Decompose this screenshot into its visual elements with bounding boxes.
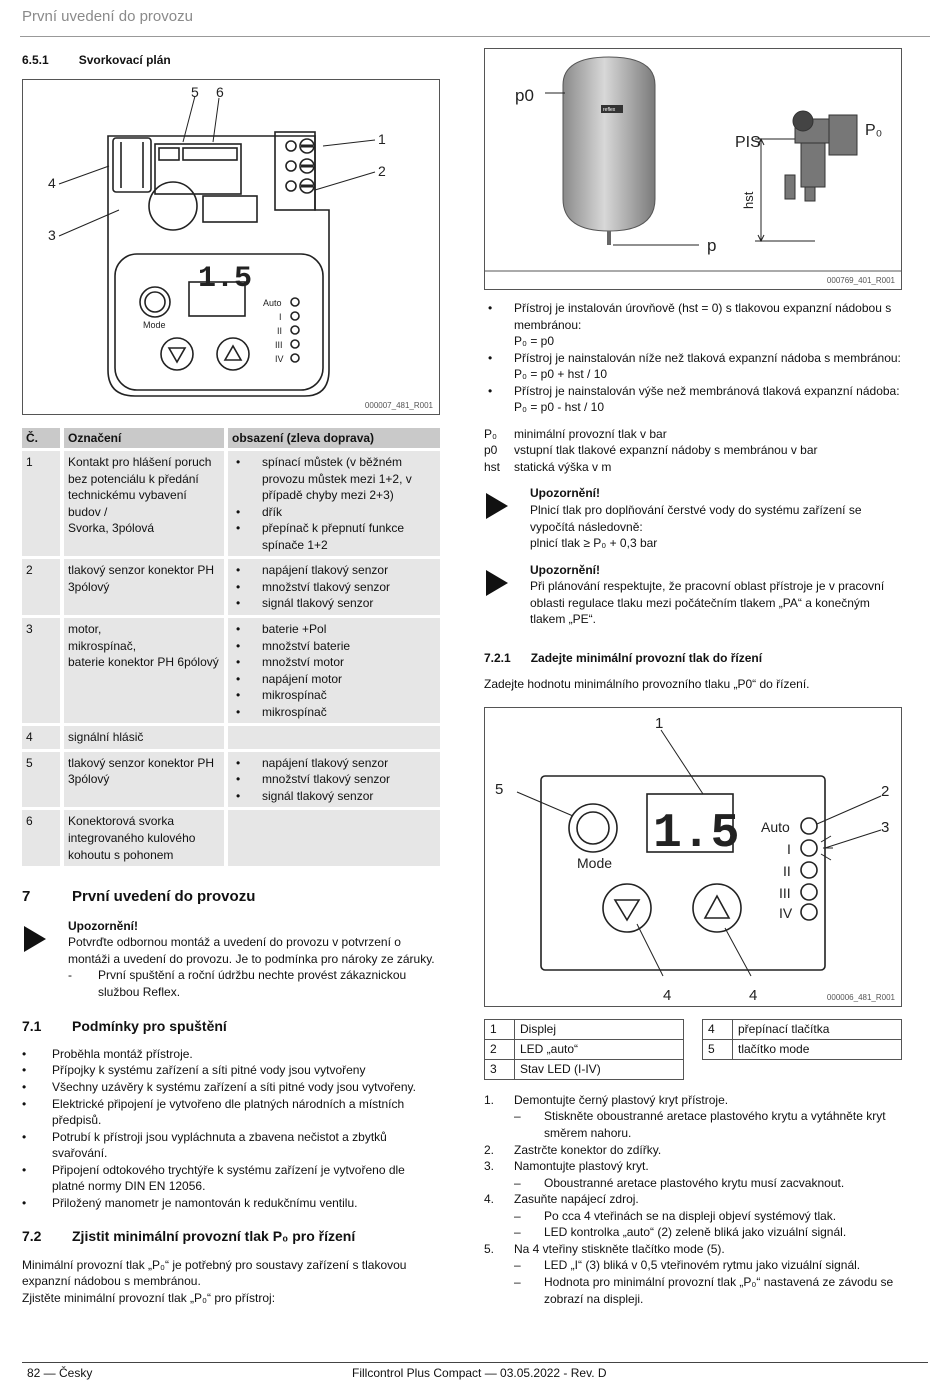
step-number: 2.: [484, 1142, 495, 1157]
left-column: [22, 52, 440, 1306]
callout-5: 5: [495, 780, 504, 798]
list-item: • Připojení odtokového trychtýře k systému zařízení je vytvořeno dle platné normy DIN EN 12056.: [22, 1162, 440, 1195]
section-number: 7: [22, 888, 31, 906]
legend-row: [703, 1019, 902, 1039]
led-label-iv: IV: [779, 904, 793, 921]
def-key: hst: [484, 459, 501, 474]
case-formula: P₀ = p0 - hst / 10: [514, 400, 605, 415]
list-item: • Všechny uzávěry k systému zařízení a síti pitné vody jsou vytvořeny.: [22, 1079, 440, 1096]
step-number: 1.: [484, 1092, 495, 1107]
note-text: Při plánování respektujte, že pracovní oblast přístroje je v pracovní oblasti regulace tlaku mezi počátečním tlakem „PA“ a konečným tlakem „PE“.: [530, 579, 885, 627]
name-line: tlakový senzor konektor PH 3pólový: [68, 755, 215, 787]
list-item: • Elektrické připojení je vytvořeno dle platných národních a místních předpisů.: [22, 1096, 440, 1129]
assignment-item: • signál tlakový senzor: [232, 595, 436, 612]
step-item: [484, 1191, 902, 1241]
callout-4a: 4: [663, 986, 672, 1004]
warning-note: [22, 918, 440, 1001]
section-7-heading: [22, 887, 440, 908]
step-text: Demontujte černý plastový kryt přístroje.: [514, 1092, 729, 1107]
terminal-plan-drawing: [23, 80, 439, 414]
section-number: 7.2: [22, 1228, 42, 1245]
section-title: Svorkovací plán: [78, 53, 171, 67]
assignment-item: • množství tlakový senzor: [232, 771, 436, 788]
def-value: minimální provozní tlak v bar: [514, 426, 667, 441]
callout-3: 3: [881, 818, 890, 836]
note-text: Plnicí tlak pro doplňování čerstvé vody do systému zařízení se vypočítá následovně:: [530, 503, 862, 534]
assignment-item: • dřík: [232, 504, 436, 521]
case-formula: P₀ = p0 + hst / 10: [514, 367, 608, 382]
assignment-item: • mikrospínač: [232, 704, 436, 721]
case-item: [484, 350, 902, 383]
display-readout: 1.5: [198, 261, 253, 296]
startup-conditions-list: [22, 1046, 440, 1211]
led-label-i: I: [279, 311, 282, 322]
row-number: 4: [22, 726, 60, 749]
panel-legend: [484, 1019, 902, 1080]
case-text: • Přístroj je nainstalován níže než tlaková expanzní nádoba s membránou:: [514, 350, 901, 365]
led-label-iv: IV: [275, 353, 284, 364]
legend-key: 1: [485, 1019, 515, 1039]
table-row: [22, 752, 440, 808]
callout-6: 6: [216, 83, 224, 100]
definitions: [484, 426, 902, 476]
note-formula: plnicí tlak ≥ P₀ + 0,3 bar: [530, 536, 658, 551]
assignment-item: • signál tlakový senzor: [232, 788, 436, 805]
name-line: motor,: [68, 622, 102, 637]
footer-page: 82 — Česky: [27, 1366, 93, 1380]
row-name: [60, 726, 224, 749]
right-column: [484, 48, 902, 1307]
step-text: Zastrčte konektor do zdířky.: [514, 1142, 662, 1157]
assignment-item: • napájení tlakový senzor: [232, 562, 436, 579]
paragraph: Zadejte hodnotu minimálního provozního tlaku „P0“ do řízení.: [484, 677, 810, 692]
terminal-plan-figure: [22, 79, 440, 415]
terminal-table: [22, 425, 440, 870]
led-label-ii: II: [277, 325, 283, 336]
name-line: signální hlásič: [68, 730, 144, 745]
display-readout: 1.5: [653, 806, 740, 861]
list-item: • Přípojky k systému zařízení a síti pitné vody jsou vytvořeny: [22, 1062, 440, 1079]
callout-1: 1: [655, 714, 664, 732]
row-name: [60, 559, 224, 615]
row-assignment: [224, 726, 440, 749]
legend-value: přepínací tlačítka: [733, 1019, 902, 1039]
case-item: [484, 383, 902, 416]
list-item: • Proběhla montáž přístroje.: [22, 1046, 440, 1063]
definition-row: [484, 459, 902, 476]
col-header-name: Označení: [60, 428, 224, 449]
assignment-item: • baterie +Pol: [232, 621, 436, 638]
step-substep: – Hodnota pro minimální provozní tlak „P₀“ nastavená ze závodu se zobrazí na displeji.: [514, 1274, 902, 1307]
callout-3: 3: [48, 226, 56, 243]
def-value: statická výška v m: [514, 459, 612, 474]
row-number: 5: [22, 752, 60, 808]
led-label-iii: III: [779, 884, 791, 901]
callout-5: 5: [191, 83, 199, 100]
def-value: vstupní tlak tlakové expanzní nádoby s membránou v bar: [514, 443, 818, 458]
step-substep: – Oboustranné aretace plastového krytu musí zacvaknout.: [514, 1175, 902, 1192]
step-number: 4.: [484, 1192, 495, 1207]
step-text: Zasuňte napájecí zdroj.: [514, 1192, 639, 1207]
legend-key: 2: [485, 1039, 515, 1059]
case-text: • Přístroj je nainstalován výše než membránová tlaková expanzní nádoba:: [514, 383, 900, 398]
step-item: [484, 1158, 902, 1191]
led-label-iii: III: [275, 339, 283, 350]
callout-4b: 4: [749, 986, 758, 1004]
led-label-i: I: [787, 840, 791, 857]
step-substep: – LED „I“ (3) bliká v 0,5 vteřinovém rytmu jako vizuální signál.: [514, 1257, 902, 1274]
row-assignment: [224, 752, 440, 808]
legend-row: [485, 1059, 684, 1079]
brand-label: reflex: [603, 107, 616, 113]
legend-row: [703, 1039, 902, 1059]
assignment-item: • přepínač k přepnutí funkce spínače 1+2: [232, 520, 436, 553]
step-substep: – Stiskněte oboustranné aretace plastového krytu a vytáhněte kryt směrem nahoru.: [514, 1108, 902, 1141]
mode-label: Mode: [577, 854, 613, 871]
row-number: 1: [22, 451, 60, 556]
row-number: 3: [22, 618, 60, 723]
row-name: [60, 752, 224, 808]
step-number: 3.: [484, 1159, 495, 1174]
def-key: p0: [484, 443, 498, 458]
legend-key: 3: [485, 1059, 515, 1079]
assignment-item: • množství tlakový senzor: [232, 579, 436, 596]
name-line: tlakový senzor konektor PH 3pólový: [68, 563, 215, 594]
label-hst: hst: [741, 191, 756, 209]
paragraph: Minimální provozní tlak „P₀“ je potřebný pro soustavy zařízení s tlakovou expanzní nádobou s membránou.: [22, 1257, 407, 1289]
section-7-2-1-heading: [484, 650, 902, 667]
table-row: [22, 451, 440, 556]
step-substep: – Po cca 4 vteřinách se na displeji objeví systémový tlak.: [514, 1208, 902, 1225]
figure-code: 000006_481_R001: [826, 992, 895, 1002]
footer-doc: Fillcontrol Plus Compact — 03.05.2022 - Rev. D: [352, 1366, 607, 1380]
assignment-item: • množství motor: [232, 654, 436, 671]
row-assignment: [224, 559, 440, 615]
legend-key: 5: [703, 1039, 733, 1059]
col-header-assignment: obsazení (zleva doprava): [224, 428, 440, 449]
row-name: [60, 618, 224, 723]
name-line: Konektorová svorka integrovaného kulového kohoutu s pohonem: [68, 814, 196, 862]
procedure-steps: [484, 1092, 902, 1307]
page-footer: [22, 1362, 928, 1380]
table-row: [22, 810, 440, 866]
name-line: mikrospínač,: [68, 638, 137, 653]
step-item: [484, 1142, 902, 1159]
case-formula: P₀ = p0: [514, 334, 555, 349]
section-number: 6.5.1: [22, 53, 49, 67]
section-title: První uvedení do provozu: [72, 888, 256, 906]
paragraph: Zjistěte minimální provozní tlak „P₀“ pro přístroj:: [22, 1290, 276, 1305]
note-title: Upozornění!: [530, 562, 600, 577]
legend-key: 4: [703, 1019, 733, 1039]
step-item: [484, 1092, 902, 1142]
row-assignment: [224, 451, 440, 556]
led-label-auto: Auto: [761, 818, 790, 835]
note-title: Upozornění!: [68, 918, 138, 933]
row-assignment: [224, 810, 440, 866]
note-title: Upozornění!: [530, 486, 600, 501]
note-sub: [68, 967, 440, 1000]
mode-label: Mode: [143, 319, 166, 330]
name-line: baterie konektor PH 6pólový: [68, 655, 219, 670]
figure-code: 000769_401_R001: [826, 275, 895, 285]
header-rule: [20, 36, 930, 37]
legend-value: tlačítko mode: [733, 1039, 902, 1059]
case-item: [484, 300, 902, 350]
step-text: Namontujte plastový kryt.: [514, 1159, 649, 1174]
section-title: Zjistit minimální provozní tlak P₀ pro řízení: [72, 1228, 356, 1245]
assignment-item: • mikrospínač: [232, 687, 436, 704]
table-row: [22, 559, 440, 615]
list-item: • Potrubí k přístroji jsou vypláchnuta a zbavena nečistot a zbytků svařování.: [22, 1129, 440, 1162]
step-text: Na 4 vteřiny stiskněte tlačítko mode (5).: [514, 1241, 725, 1256]
def-key: P₀: [484, 426, 497, 441]
legend-row: [485, 1019, 684, 1039]
warning-triangle-icon: [24, 926, 46, 952]
name-line: Kontakt pro hlášení poruch bez potenciálu k předání technickému vybavení budov /: [68, 455, 212, 519]
legend-value: Stav LED (I-IV): [515, 1059, 684, 1079]
col-header-number: Č.: [22, 428, 60, 449]
led-label-auto: Auto: [263, 297, 282, 308]
legend-value: LED „auto“: [515, 1039, 684, 1059]
assignment-item: • napájení motor: [232, 671, 436, 688]
led-label-ii: II: [783, 862, 791, 879]
row-number: 2: [22, 559, 60, 615]
label-pis: PIS: [735, 134, 761, 151]
step-substep: – LED kontrolka „auto“ (2) zeleně bliká jako vizuální signál.: [514, 1224, 902, 1241]
step-number: 5.: [484, 1241, 495, 1256]
warning-triangle-icon: [486, 493, 508, 519]
installation-cases: [484, 300, 902, 416]
row-name: [60, 451, 224, 556]
warning-triangle-icon: [486, 570, 508, 596]
working-range-note: [484, 562, 902, 628]
callout-2: 2: [881, 782, 890, 800]
legend-value: Displej: [515, 1019, 684, 1039]
section-title: Podmínky pro spuštění: [72, 1017, 227, 1034]
callout-2: 2: [378, 162, 386, 179]
control-panel-drawing: [485, 708, 901, 1006]
section-number: 7.2.1: [484, 650, 511, 665]
section-7-1-heading: [22, 1017, 440, 1036]
callout-1: 1: [378, 130, 386, 147]
tank-figure: [484, 48, 902, 290]
filling-pressure-note: [484, 485, 902, 551]
legend-table-left: [484, 1019, 684, 1080]
case-text: • Přístroj je instalován úrovňově (hst = 0) s tlakovou expanzní nádobou s membránou:: [514, 301, 892, 332]
row-name: [60, 810, 224, 866]
section-number: 7.1: [22, 1017, 42, 1034]
table-row: [22, 618, 440, 723]
row-number: 6: [22, 810, 60, 866]
list-item: • Přiložený manometr je namontován k redukčnímu ventilu.: [22, 1195, 440, 1212]
section-7-2-heading: [22, 1227, 440, 1246]
label-p: p: [707, 236, 717, 255]
definition-row: [484, 426, 902, 443]
label-p0: p0: [515, 86, 534, 105]
note-dash: -: [68, 968, 72, 983]
note-sub-text: První spuštění a roční údržbu nechte provést zákaznickou službou Reflex.: [98, 968, 407, 999]
step-item: [484, 1241, 902, 1307]
definition-row: [484, 442, 902, 459]
assignment-item: • napájení tlakový senzor: [232, 755, 436, 772]
tank-drawing: [485, 49, 901, 289]
legend-row: [485, 1039, 684, 1059]
assignment-item: • množství baterie: [232, 638, 436, 655]
row-assignment: [224, 618, 440, 723]
assignment-item: • spínací můstek (v běžném provozu můstek mezi 1+2, v případě chyby mezi 2+3): [232, 454, 436, 504]
running-header: První uvedení do provozu: [22, 8, 193, 25]
section-6-5-1-heading: [22, 52, 440, 69]
legend-table-right: [702, 1019, 902, 1060]
note-text: Potvrďte odbornou montáž a uvedení do provozu v potvrzení o montáži a uvedení do provozu. Je to podmínka pro nároky ze záruky.: [68, 935, 435, 966]
figure-code: 000007_481_R001: [364, 400, 433, 410]
name-line: Svorka, 3pólová: [68, 521, 155, 536]
label-P0: P₀: [865, 122, 883, 139]
table-row: [22, 726, 440, 749]
callout-4: 4: [48, 174, 56, 191]
section-title: Zadejte minimální provozní tlak do řízení: [530, 650, 763, 665]
control-panel-figure: [484, 707, 902, 1007]
